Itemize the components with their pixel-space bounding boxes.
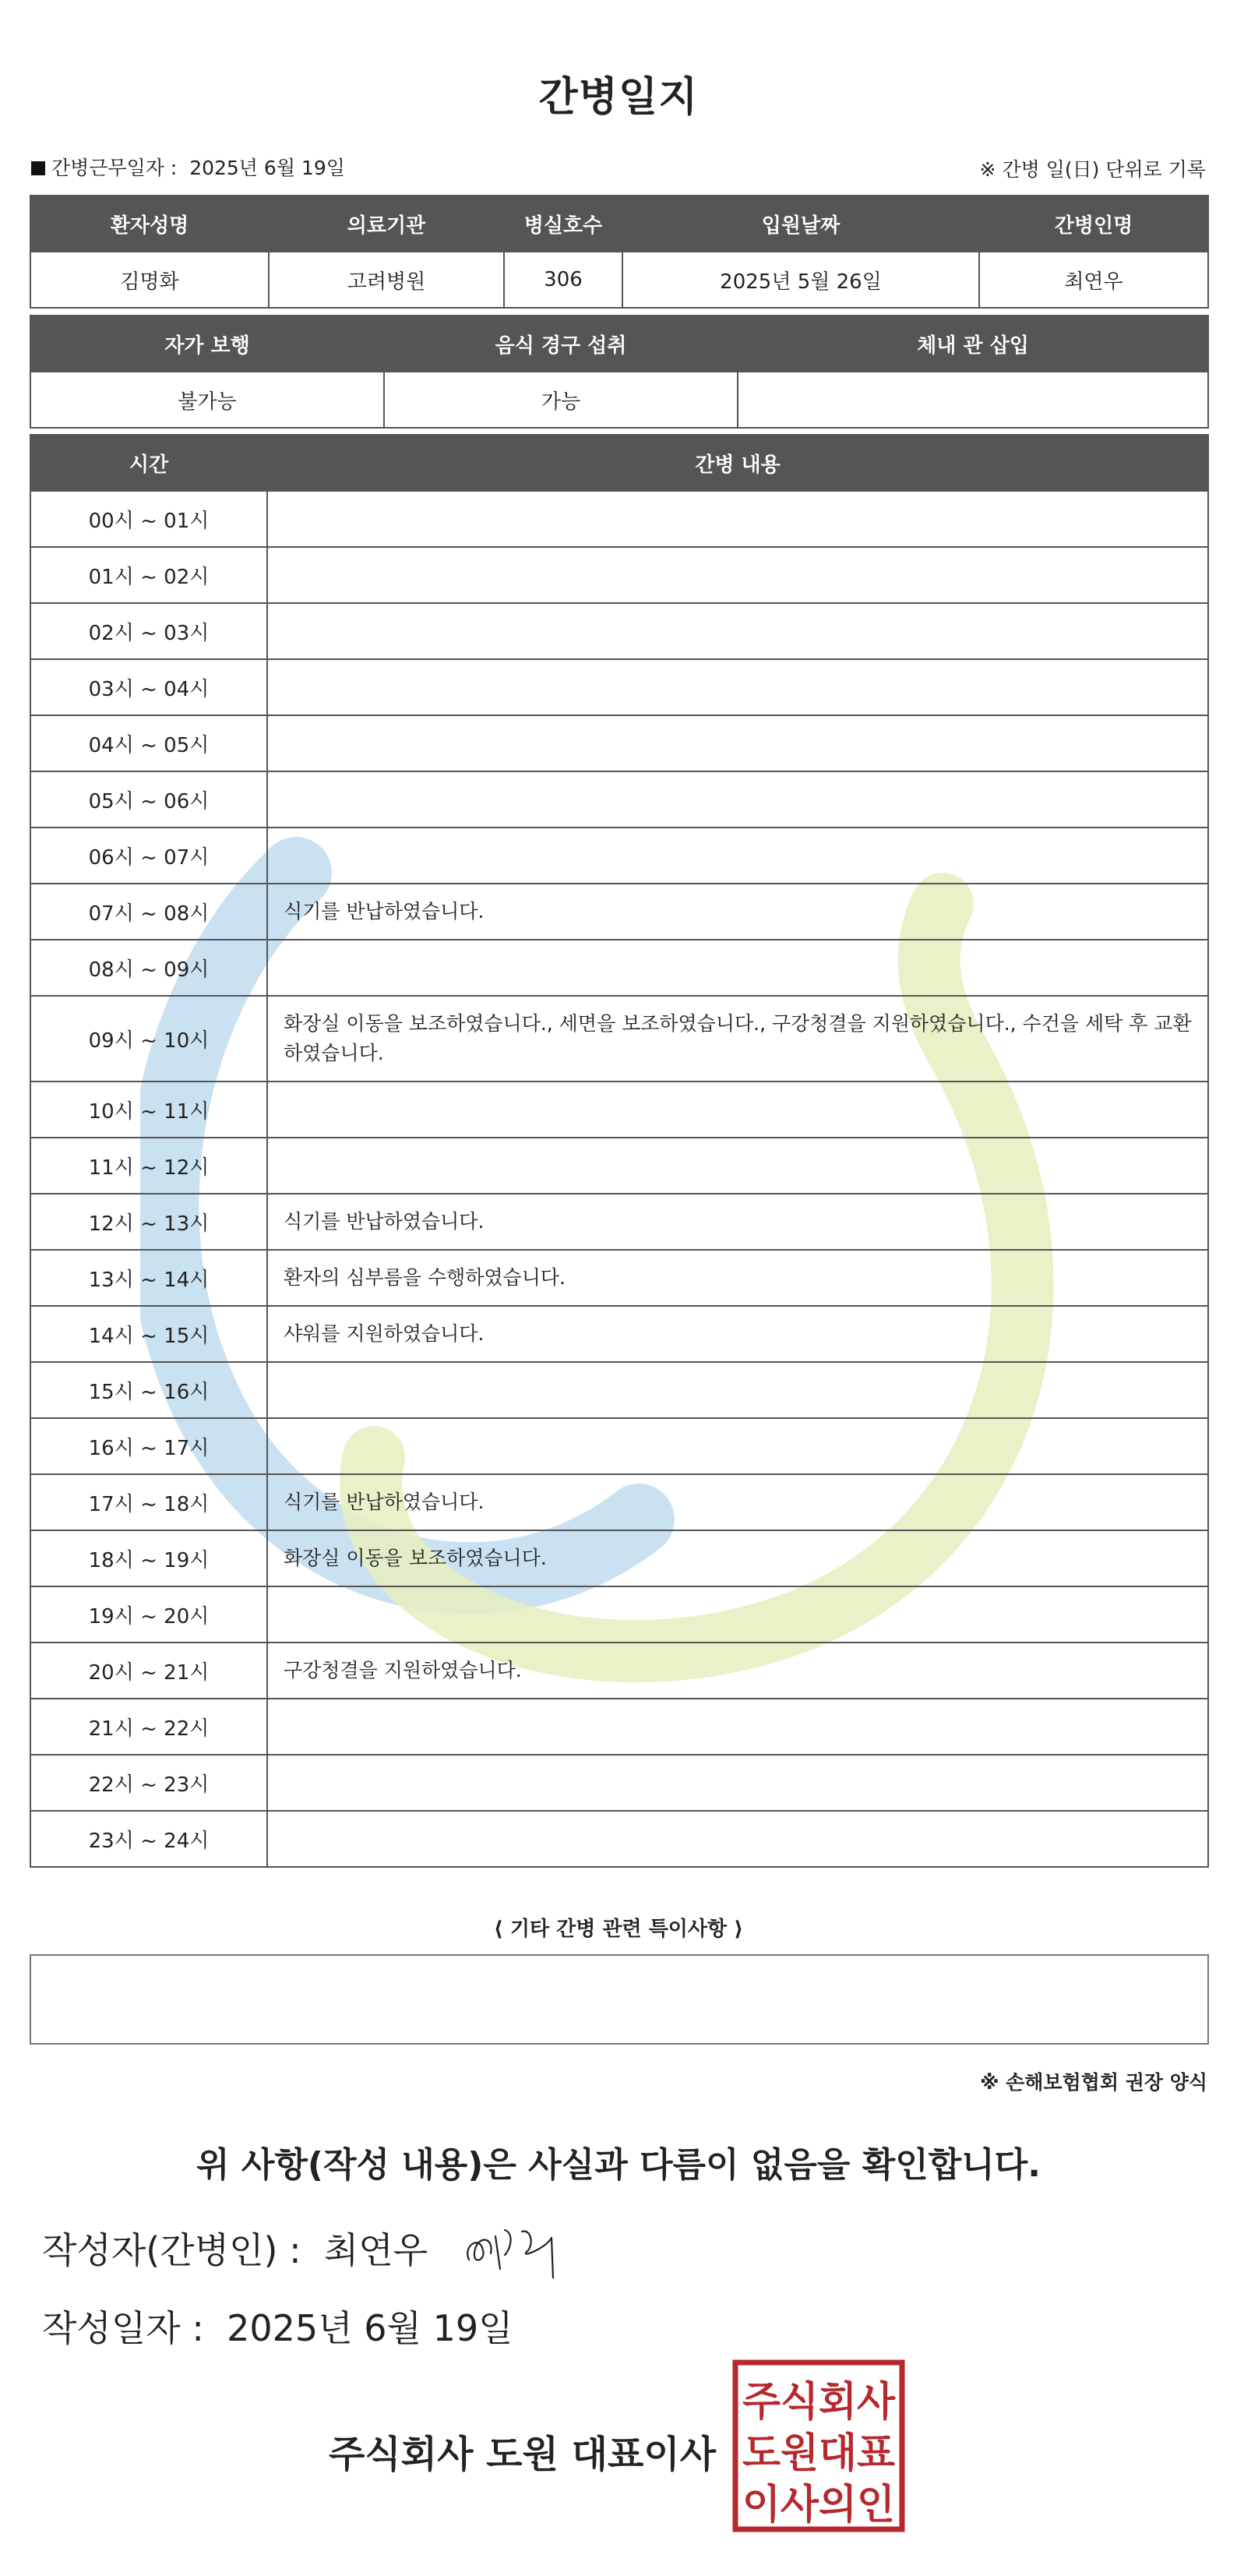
table-row: [30, 1138, 1208, 1194]
work-date-label: 간병근무일자 :: [51, 157, 178, 179]
table-row: [30, 1530, 1208, 1586]
table-row: [30, 1082, 1208, 1138]
patient-name: 김명화: [30, 252, 269, 308]
written-date-line: [42, 2300, 513, 2352]
care-content-cell: [267, 659, 1208, 715]
writer-line: [42, 2222, 428, 2274]
care-content-cell: 샤워를 지원하였습니다.: [267, 1306, 1208, 1362]
care-content-cell: 화장실 이동을 보조하였습니다.: [267, 1530, 1208, 1586]
header-oral-intake: 음식 경구 섭취: [384, 316, 738, 372]
notes-title: ⟨ 기타 간병 관련 특이사항 ⟩: [493, 1918, 744, 1941]
seal-line: 도원대표: [742, 2430, 895, 2477]
tube-value: [738, 372, 1208, 428]
care-content-cell: [267, 940, 1208, 996]
writer-label: 작성자(간병인) :: [42, 2229, 301, 2271]
time-cell: 02시 ~ 03시: [30, 603, 267, 659]
care-content-cell: [267, 1699, 1208, 1755]
care-content-cell: [267, 771, 1208, 827]
company-seal: [732, 2359, 905, 2532]
table-row: [30, 659, 1208, 715]
time-cell: 16시 ~ 17시: [30, 1418, 267, 1474]
care-content-cell: [267, 547, 1208, 603]
seal-line: 이사의인: [742, 2482, 895, 2528]
table-row: [30, 1474, 1208, 1530]
table-row: [30, 491, 1208, 547]
status-value-row: [30, 372, 1208, 428]
table-row: [30, 1306, 1208, 1362]
care-log-table: [30, 434, 1209, 1868]
table-row: [30, 1699, 1208, 1755]
time-cell: 01시 ~ 02시: [30, 547, 267, 603]
care-content-cell: 구강청결을 지원하였습니다.: [267, 1643, 1208, 1699]
care-content-cell: [267, 1362, 1208, 1418]
work-date: [31, 153, 345, 181]
table-row: [30, 827, 1208, 884]
square-bullet-icon: [31, 161, 45, 175]
care-content-cell: 식기를 반납하였습니다.: [267, 1194, 1208, 1250]
patient-value-row: [30, 252, 1208, 308]
care-content-cell: 식기를 반납하였습니다.: [267, 884, 1208, 940]
time-cell: 18시 ~ 19시: [30, 1530, 267, 1586]
walking-value: 불가능: [30, 372, 384, 428]
care-content-cell: [267, 1082, 1208, 1138]
table-row: [30, 940, 1208, 996]
care-content-cell: [267, 1418, 1208, 1474]
time-cell: 07시 ~ 08시: [30, 884, 267, 940]
patient-header-row: [30, 196, 1208, 252]
table-row: [30, 1755, 1208, 1811]
care-content-cell: [267, 603, 1208, 659]
time-cell: 13시 ~ 14시: [30, 1250, 267, 1306]
time-cell: 17시 ~ 18시: [30, 1474, 267, 1530]
header-walking: 자가 보행: [30, 316, 384, 372]
notes-box: [30, 1954, 1209, 2045]
care-content-cell: [267, 491, 1208, 547]
header-caregiver: 간병인명: [979, 196, 1208, 252]
header-patient-name: 환자성명: [30, 196, 269, 252]
hospital-name: 고려병원: [269, 252, 504, 308]
written-date-value: 2025년 6월 19일: [227, 2307, 513, 2349]
time-cell: 08시 ~ 09시: [30, 940, 267, 996]
header-hospital: 의료기관: [269, 196, 504, 252]
time-cell: 21시 ~ 22시: [30, 1699, 267, 1755]
log-header-row: [30, 435, 1208, 491]
association-note: ※ 손해보험협회 권장 양식: [980, 2071, 1207, 2094]
care-content-cell: 식기를 반납하였습니다.: [267, 1474, 1208, 1530]
time-cell: 20시 ~ 21시: [30, 1643, 267, 1699]
header-admission-date: 입원날짜: [622, 196, 979, 252]
time-cell: 15시 ~ 16시: [30, 1362, 267, 1418]
time-cell: 19시 ~ 20시: [30, 1586, 267, 1643]
company-representative: 주식회사 도원 대표이사: [329, 2433, 717, 2476]
care-content-cell: [267, 1811, 1208, 1867]
patient-status-table: [30, 315, 1209, 429]
confirm-statement: 위 사항(작성 내용)은 사실과 다름이 없음을 확인합니다.: [196, 2145, 1041, 2185]
care-content-cell: 환자의 심부름을 수행하였습니다.: [267, 1250, 1208, 1306]
signature: [460, 2214, 569, 2278]
header-care-content: 간병 내용: [267, 435, 1208, 491]
care-content-cell: [267, 1138, 1208, 1194]
care-content-cell: [267, 715, 1208, 771]
table-row: [30, 1250, 1208, 1306]
table-row: [30, 884, 1208, 940]
time-cell: 23시 ~ 24시: [30, 1811, 267, 1867]
work-date-value: 2025년 6월 19일: [189, 157, 345, 179]
caregiver-name: 최연우: [979, 252, 1208, 308]
written-date-label: 작성일자 :: [42, 2307, 204, 2349]
time-cell: 05시 ~ 06시: [30, 771, 267, 827]
time-cell: 04시 ~ 05시: [30, 715, 267, 771]
table-row: [30, 1194, 1208, 1250]
care-content-cell: 화장실 이동을 보조하였습니다., 세면을 보조하였습니다., 구강청결을 지원하였습니다., 수건을 세탁 후 교환하였습니다.: [267, 996, 1208, 1082]
time-cell: 14시 ~ 15시: [30, 1306, 267, 1362]
table-row: [30, 715, 1208, 771]
admission-date: 2025년 5월 26일: [622, 252, 979, 308]
care-content-cell: [267, 1586, 1208, 1643]
header-room: 병실호수: [504, 196, 622, 252]
care-content-cell: [267, 1755, 1208, 1811]
table-row: [30, 771, 1208, 827]
page-title: 간병일지: [538, 74, 699, 121]
table-row: [30, 1362, 1208, 1418]
time-cell: 00시 ~ 01시: [30, 491, 267, 547]
log-body: [30, 491, 1208, 1867]
table-row: [30, 603, 1208, 659]
seal-line: 주식회사: [742, 2379, 896, 2426]
table-row: [30, 1643, 1208, 1699]
header-time: 시간: [30, 435, 267, 491]
table-row: [30, 1811, 1208, 1867]
time-cell: 09시 ~ 10시: [30, 996, 267, 1082]
unit-note: ※ 간병 일(日) 단위로 기록: [979, 158, 1206, 181]
time-cell: 12시 ~ 13시: [30, 1194, 267, 1250]
room-number: 306: [504, 252, 622, 308]
oral-intake-value: 가능: [384, 372, 738, 428]
patient-info-table: [30, 195, 1209, 309]
table-row: [30, 1418, 1208, 1474]
time-cell: 11시 ~ 12시: [30, 1138, 267, 1194]
table-row: [30, 547, 1208, 603]
table-row: [30, 996, 1208, 1082]
time-cell: 03시 ~ 04시: [30, 659, 267, 715]
status-header-row: [30, 316, 1208, 372]
care-content-cell: [267, 827, 1208, 884]
table-row: [30, 1586, 1208, 1643]
header-tube: 체내 관 삽입: [738, 316, 1208, 372]
time-cell: 10시 ~ 11시: [30, 1082, 267, 1138]
time-cell: 06시 ~ 07시: [30, 827, 267, 884]
writer-name: 최연우: [323, 2229, 428, 2271]
time-cell: 22시 ~ 23시: [30, 1755, 267, 1811]
